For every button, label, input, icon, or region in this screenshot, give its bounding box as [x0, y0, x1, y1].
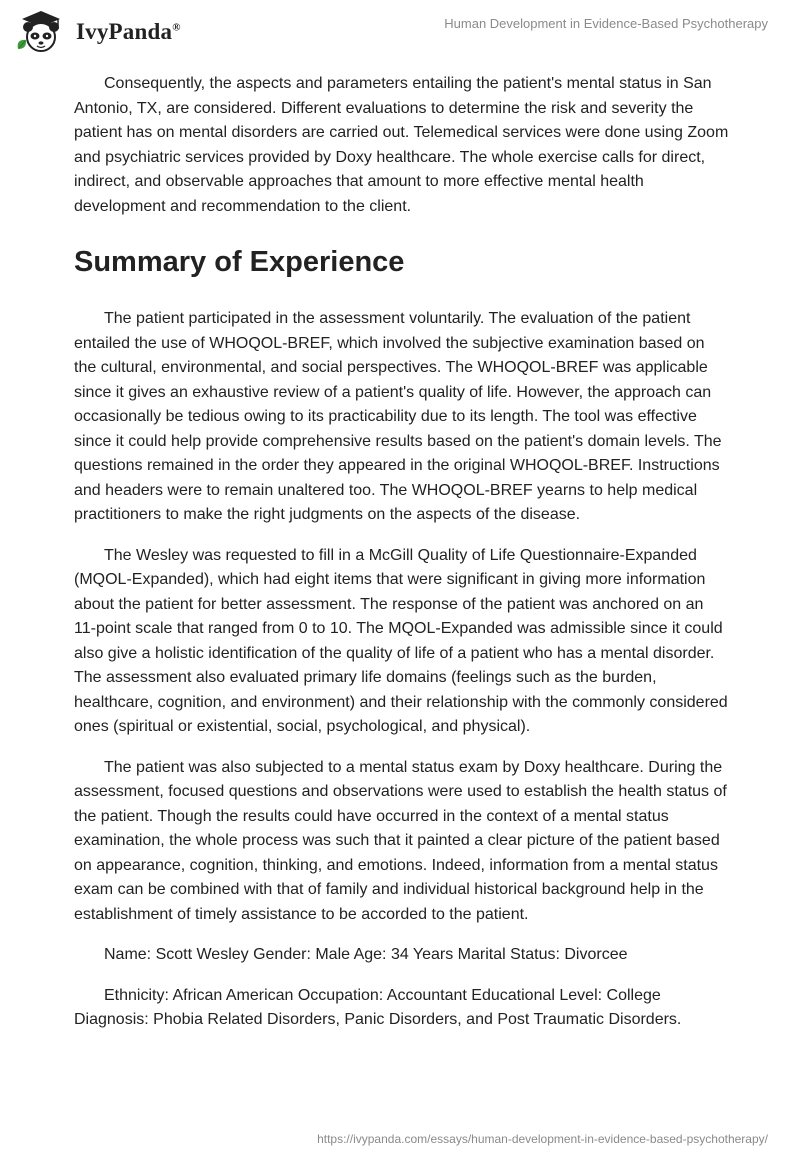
essay-content	[74, 70, 729, 1049]
brand-name: IvyPanda®	[76, 19, 181, 44]
intro-paragraph: Consequently, the aspects and parameters entailing the patient's mental status in San Antonio, TX, are considered. Different evaluations to determine the risk and severity the patient has on mental disorders are carried out. Telemedical services were done using Zoom and psychiatric services provided by Doxy healthcare. The whole exercise calls for direct, indirect, and observable approaches that amount to more effective mental health development and recommendation to the client.	[74, 75, 729, 215]
panda-logo-icon	[14, 9, 68, 55]
paragraph-whoqol: The patient participated in the assessment voluntarily. The evaluation of the patient entailed the use of WHOQOL-BREF, which involved the subjective examination based on the cultural, environmental, and social perspectives. The WHOQOL-BREF was applicable since it gives an exhaustive review of a patient's quality of life. However, the approach can occasionally be tedious owing to its practicability due to its length. The tool was effective since it could help provide comprehensive results based on the patient's domain levels. The questions remained in the order they appeared in the original WHOQOL-BREF. Instructions and headers were to remain unaltered too. The WHOQOL-BREF yearns to help medical practitioners to make the right judgments on the aspects of the disease.	[74, 310, 722, 523]
patient-diagnosis-line: Ethnicity: African American Occupation: Accountant Educational Level: College Diagnosis: Phobia Related Disorders, Panic Disorders, and Post Traumatic Disorders.	[74, 986, 682, 1028]
patient-details-line: Name: Scott Wesley Gender: Male Age: 34 Years Marital Status: Divorcee	[104, 946, 628, 963]
paragraph-mental-status-exam: The patient was also subjected to a mental status exam by Doxy healthcare. During the assessment, focused questions and observations were used to establish the health status of the patient. Though the results could have occurred in the context of a mental status examination, the whole process was such that it painted a clear picture of the patient based on appearance, cognition, thinking, and emotions. Indeed, information from a mental status exam can be combined with that of family and individual historical background help in the establishment of timely assistance to be accorded to the patient.	[74, 758, 727, 923]
page-header	[0, 0, 800, 70]
section-heading: Summary of Experience	[74, 246, 405, 278]
brand-logo[interactable]	[14, 9, 181, 55]
source-url[interactable]: https://ivypanda.com/essays/human-development-in-evidence-based-psychotherapy/	[317, 1132, 768, 1146]
paragraph-mqol: The Wesley was requested to fill in a McGill Quality of Life Questionnaire-Expanded (MQOL-Expanded), which had eight items that were significant in giving more information about the patient for better assessment. The response of the patient was anchored on an 11-point scale that ranged from 0 to 10. The MQOL-Expanded was admissible since it could also give a holistic identification of the quality of life of a patient who has a mental disorder. The assessment also evaluated primary life domains (feelings such as the burden, healthcare, cognition, and environment) and their relationship with the commonly considered ones (spiritual or existential, social, psychological, and physical).	[74, 546, 728, 735]
document-running-title: Human Development in Evidence-Based Psychotherapy	[444, 16, 768, 31]
